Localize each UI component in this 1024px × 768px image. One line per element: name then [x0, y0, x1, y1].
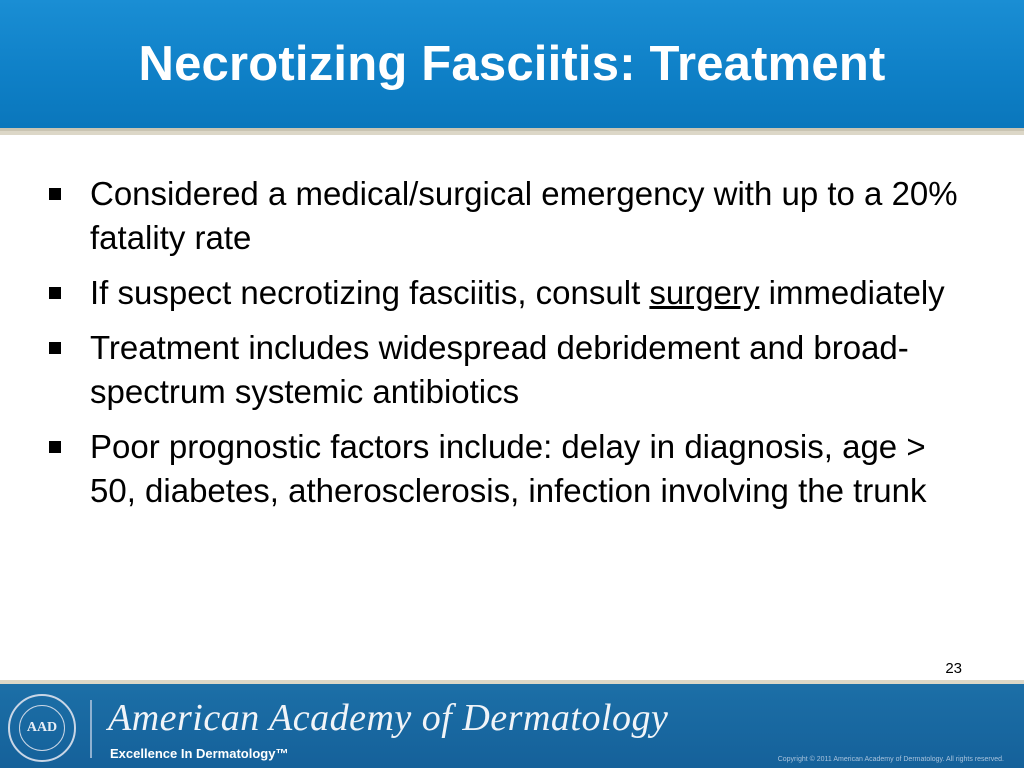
bullet-text-continued: immediately — [759, 274, 945, 311]
page-number: 23 — [945, 660, 962, 677]
aad-seal-logo — [8, 694, 76, 762]
bullet-item — [46, 425, 976, 513]
square-bullet-icon — [49, 287, 61, 299]
bullet-text: Treatment includes widespread debridement and broad-spectrum systemic antibiotics — [90, 329, 909, 410]
slide-content — [46, 172, 976, 524]
bullet-emphasis: surgery — [649, 274, 760, 311]
bullet-item — [46, 271, 976, 315]
bullet-item — [46, 326, 976, 414]
organization-name: American Academy of Dermatology — [108, 697, 669, 739]
title-rule — [0, 128, 1024, 131]
bullet-text: Considered a medical/surgical emergency with up to a 20% fatality rate — [90, 175, 958, 256]
bullet-text: Poor prognostic factors include: delay in diagnosis, age > 50, diabetes, atherosclerosis, infection involving the trunk — [90, 428, 927, 509]
title-bar — [0, 0, 1024, 135]
square-bullet-icon — [49, 188, 61, 200]
seal-text: AAD — [26, 720, 58, 735]
bullet-text: If suspect necrotizing fasciitis, consult — [90, 274, 650, 311]
bullet-list — [46, 172, 976, 513]
footer-divider — [90, 700, 92, 758]
bullet-item — [46, 172, 976, 260]
seal-inner-ring — [19, 705, 65, 751]
tagline: Excellence In Dermatology™ — [110, 746, 289, 761]
copyright-notice: Copyright © 2011 American Academy of Dermatology. All rights reserved. — [777, 756, 1004, 763]
footer-bar — [0, 680, 1024, 768]
slide-title: Necrotizing Fasciitis: Treatment — [138, 37, 886, 91]
square-bullet-icon — [49, 441, 61, 453]
square-bullet-icon — [49, 342, 61, 354]
